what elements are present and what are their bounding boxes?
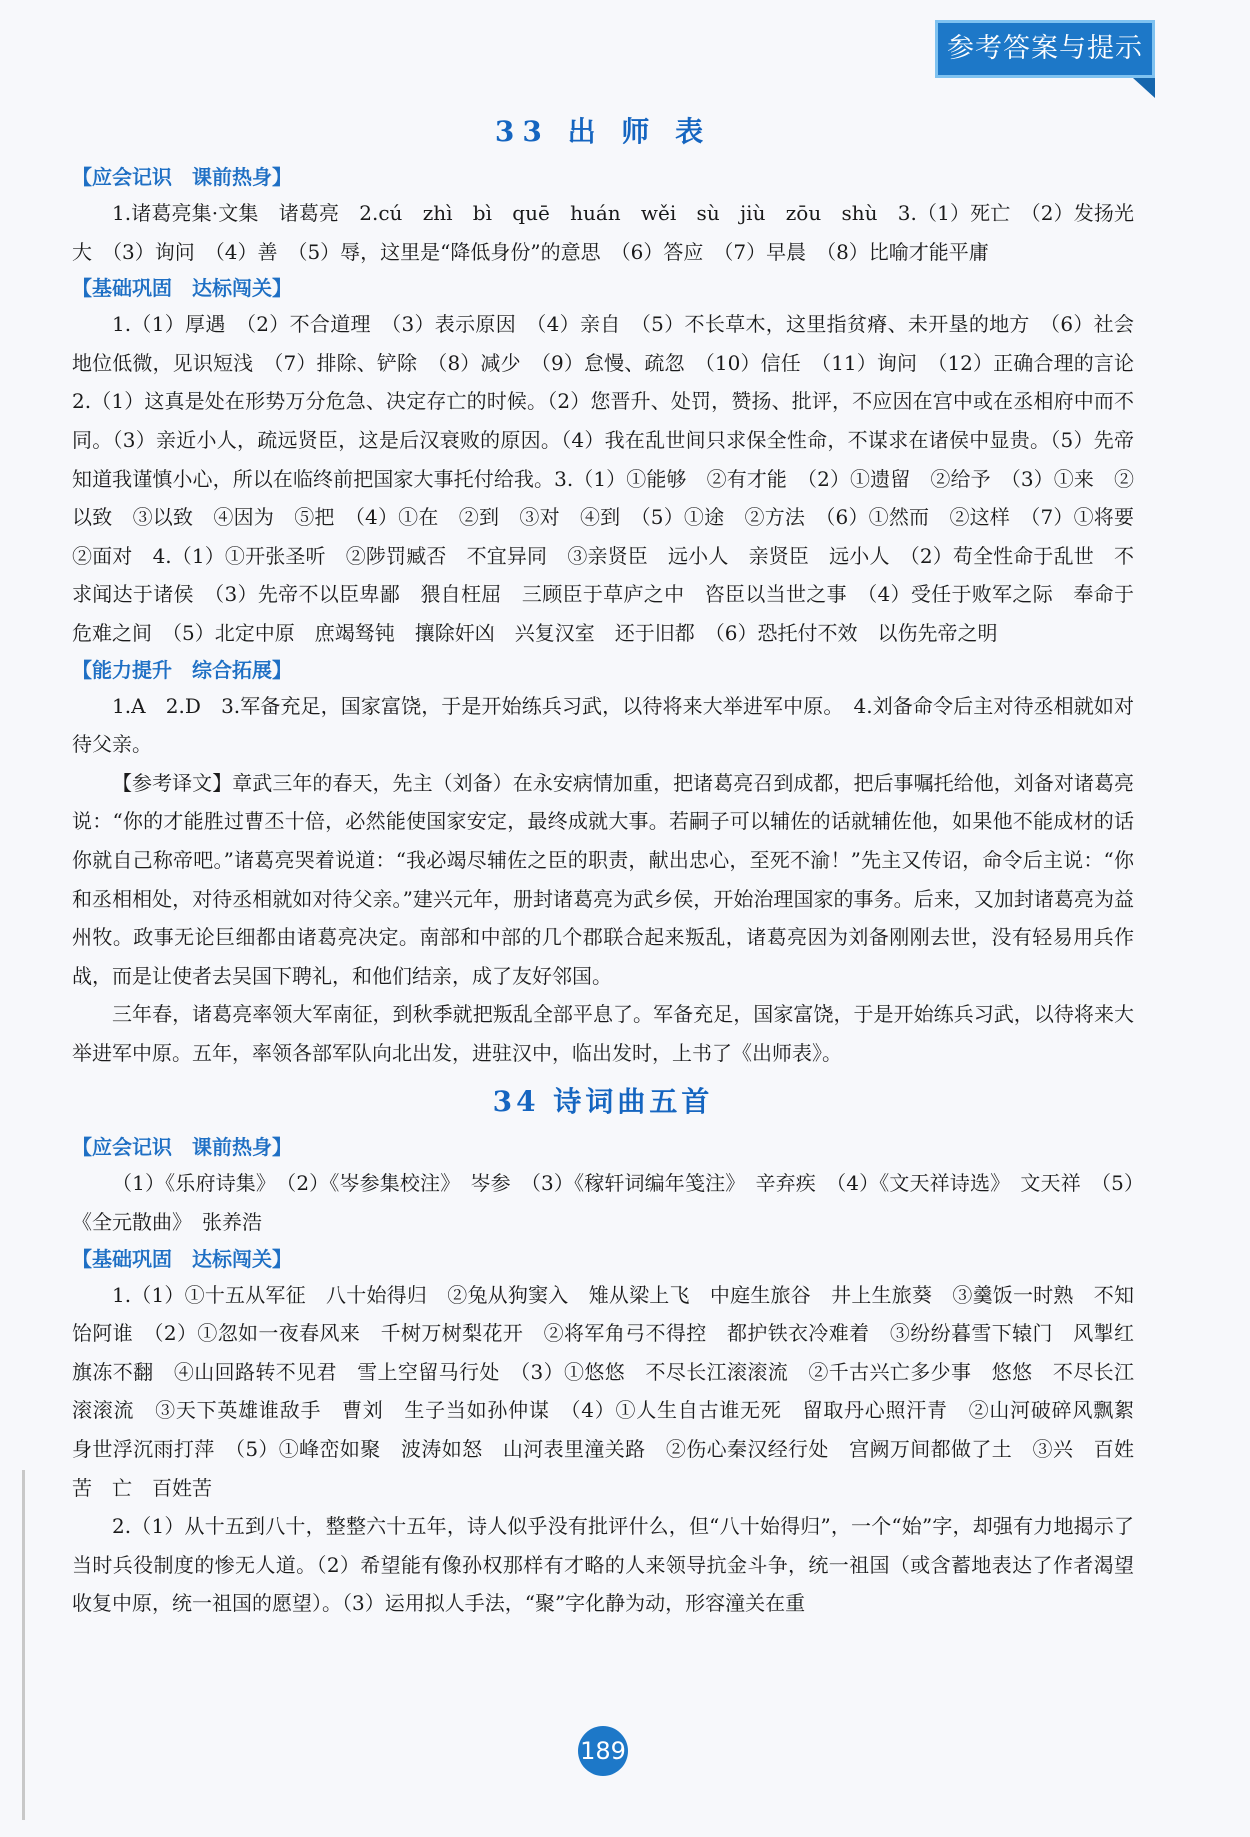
section-34-label-basics: 【基础巩固 达标闯关】 <box>72 1246 292 1271</box>
section-33-label-extension: 【能力提升 综合拓展】 <box>72 657 292 682</box>
page-edge-line <box>22 1470 25 1820</box>
section-33-extension-answers: 1.A 2.D 3.军备充足，国家富饶，于是开始练兵习武，以待将来大举进军中原。 4.刘备命令后主对待丞相就如对待父亲。 <box>72 693 1134 757</box>
section-33-warmup-answers: 1.诸葛亮集·文集 诸葛亮 2.cú zhì bì quē huán wěi sù jiù zōu shù 3.（1）死亡 （2）发扬光大 （3）询问 （4）善 （5）辱，这里是“降低身份”的意思 （6）答应 （7）早晨 （8）比喻才能平庸 <box>72 201 1134 264</box>
section-33-reference-translation: 【参考译文】章武三年的春天，先主（刘备）在永安病情加重，把诸葛亮召到成都，把后事嘱托给他，刘备对诸葛亮说：“你的才能胜过曹丕十倍，必然能使国家安定，最终成就大事。若嗣子可以辅佐的话就辅佐他，如果他不能成材的话你就自己称帝吧。”诸葛亮哭着说道：“我必竭尽辅佐之臣的职责，献出忠心，至死不渝！”先主又传诏，命令后主说：“你和丞相相处，对待丞相就如对待父亲。”建兴元年，册封诸葛亮为武乡侯，开始治理国家的事务。后来，又加封诸葛亮为益州牧。政事无论巨细都由诸葛亮决定。南部和中部的几个郡联合起来叛乱，诸葛亮因为刘备刚刚去世，没有轻易用兵作战，而是让使者去吴国下聘礼，和他们结亲，成了友好邻国。 <box>72 770 1134 988</box>
section-33-label-basics: 【基础巩固 达标闯关】 <box>72 276 292 301</box>
section-33-translation-continued: 三年春，诸葛亮率领大军南征，到秋季就把叛乱全部平息了。军备充足，国家富饶，于是开始练兵习武，以待将来大举进军中原。五年，率领各部军队向北出发，进驻汉中，临出发时，上书了《出师表》。 <box>72 1002 1134 1065</box>
section-33-basics-answers: 1.（1）厚遇 （2）不合道理 （3）表示原因 （4）亲自 （5）不长草木，这里指贫瘠、未开垦的地方 （6）社会地位低微，见识短浅 （7）排除、铲除 （8）减少 （9）怠慢、疏忽 （10）信任 （11）询问 （12）正确合理的言论 2.（1）这真是处在形势万分危急、决定存亡的时候。（2）您晋升、处罚，赞扬、批评，不应因在宫中或在丞相府中而不同。（3）亲近小人，疏远贤臣，这是后汉衰败的原因。（4）我在乱世间只求保全性命，不谋求在诸侯中显贵。（5）先帝知道我谨慎小心，所以在临终前把国家大事托付给我。3.（1）①能够 ②有才能 （2）①遗留 ②给予 （3）①来 ②以致 ③以致 ④因为 ⑤把 （4）①在 ②到 ③对 ④到 （5）①途 ②方法 （6）①然而 ②这样 （7）①将要 ②面对 4.（1）①开张圣听 ②陟罚臧否 不宜异同 ③亲贤臣 远小人 亲贤臣 远小人 （2）苟全性命于乱世 不求闻达于诸侯 （3）先帝不以臣卑鄙 猥自枉屈 三顾臣于草庐之中 咨臣以当世之事 （4）受任于败军之际 奉命于危难之间 （5）北定中原 庶竭驽钝 攘除奸凶 兴复汉室 还于旧都 （6）恐托付不效 以伤先帝之明 <box>72 312 1154 645</box>
section-34-label-warmup: 【应会记识 课前热身】 <box>72 1135 292 1160</box>
answer-section-tag: 参考答案与提示 <box>935 20 1155 78</box>
section-34-warmup-answers: （1）《乐府诗集》 （2）《岑参集校注》 岑参 （3）《稼轩词编年笺注》 辛弃疾 （4）《文天祥诗选》 文天祥 （5）《全元散曲》 张养浩 <box>72 1171 1134 1235</box>
section-33-title: 33 出 师 表 <box>494 115 712 148</box>
answer-content <box>72 110 1154 1623</box>
section-33-label-warmup: 【应会记识 课前热身】 <box>72 165 292 189</box>
section-34-title: 34 诗词曲五首 <box>492 1085 714 1119</box>
section-34-basics-answers: 1.（1）①十五从军征 八十始得归 ②兔从狗窦入 雉从梁上飞 中庭生旅谷 井上生旅葵 ③羹饭一时熟 不知饴阿谁 （2）①忽如一夜春风来 千树万树梨花开 ②将军角弓不得控 都护铁衣冷难着 ③纷纷暮雪下辕门 风掣红旗冻不翻 ④山回路转不见君 雪上空留马行处 （3）①悠悠 不尽长江滚滚流 ②千古兴亡多少事 悠悠 不尽长江滚滚流 ③天下英雄谁敌手 曹刘 生子当如孙仲谋 （4）①人生自古谁无死 留取丹心照汗青 ②山河破碎风飘絮 身世浮沉雨打萍 （5）①峰峦如聚 波涛如怒 山河表里潼关路 ②伤心秦汉经行处 宫阙万间都做了土 ③兴 百姓苦 亡 百姓苦 <box>72 1282 1154 1500</box>
page-number: 189 <box>578 1726 628 1776</box>
section-34-analysis-answers: 2.（1）从十五到八十，整整六十五年，诗人似乎没有批评什么，但“八十始得归”，一个“始”字，却强有力地揭示了当时兵役制度的惨无人道。（2）希望能有像孙权那样有才略的人来领导抗金斗争，统一祖国（或含蓄地表达了作者渴望收复中原，统一祖国的愿望）。（3）运用拟人手法，“聚”字化静为动，形容潼关在重 <box>72 1514 1134 1616</box>
